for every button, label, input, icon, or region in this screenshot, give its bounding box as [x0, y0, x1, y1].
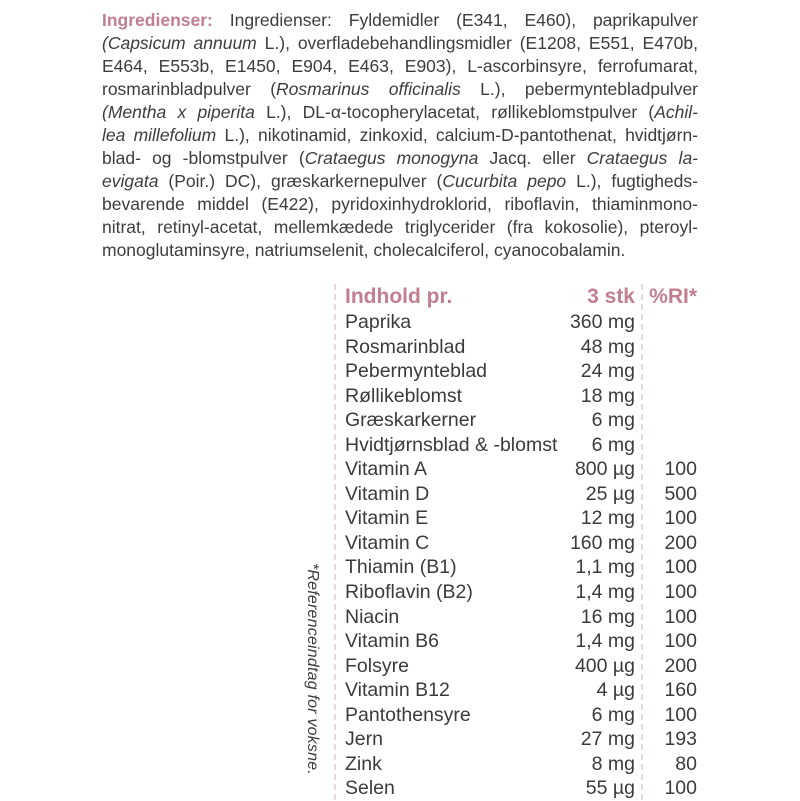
nutrient-name: Vitamin B12 [345, 679, 450, 702]
nutrient-ri-percent: 100 [664, 507, 697, 530]
nutrient-ri-percent: 200 [664, 654, 697, 677]
ingredients-paragraph [102, 9, 698, 262]
ingredients-text: L.), fugtigheds- [566, 171, 698, 191]
table-row [345, 506, 697, 531]
nutrient-amount: 8 mg [591, 752, 635, 775]
table-row [345, 457, 697, 482]
ingredients-text: L.), overfladebehandlingsmidler (E1208, E551, E470b, [256, 33, 698, 53]
table-row [345, 703, 697, 728]
name-amount-pair [345, 752, 635, 777]
ingredients-text: E464, E553b, E1450, E904, E463, E903), L-ascorbinsyre, ferrofumarat, [102, 56, 698, 76]
nutrient-name: Paprika [345, 311, 412, 333]
ingredients-text: (Poir.) DC), græskarkernepulver ( [158, 171, 443, 191]
nutrient-name: Vitamin E [345, 507, 429, 530]
ingredients-line [102, 124, 698, 147]
name-amount-pair [345, 605, 635, 630]
nutrient-name: Pebermynteblad [345, 360, 488, 383]
nutrient-ri-percent: 160 [664, 679, 697, 702]
ingredients-text: L.), pebermyntebladpulver [460, 79, 698, 99]
nutrient-amount: 160 mg [569, 531, 635, 554]
table-row [345, 359, 697, 384]
header-ri-percent: %RI* [649, 285, 697, 308]
nutrient-amount: 6 mg [591, 409, 635, 432]
table-row [345, 580, 697, 605]
species-name-italic: (Capsicum annuum [102, 33, 257, 53]
nutrient-name: Selen [345, 777, 395, 800]
nutrient-amount: 1,1 mg [575, 556, 635, 579]
nutrient-name: Græskarkerner [345, 409, 477, 432]
table-row [345, 678, 697, 703]
table-row [345, 654, 697, 679]
nutrient-ri-percent: 100 [664, 581, 697, 604]
ingredients-text: Jacq. eller [478, 148, 587, 168]
table-left-dashed-divider [334, 284, 336, 800]
nutrient-ri-percent: 100 [664, 556, 697, 579]
nutrient-amount: 12 mg [580, 507, 635, 530]
name-amount-pair [345, 359, 635, 384]
nutrient-ri-percent: 200 [664, 531, 697, 554]
name-amount-pair [345, 555, 635, 580]
nutrient-name: Røllikeblomst [345, 384, 463, 407]
ingredients-line [102, 78, 698, 101]
name-amount-pair [345, 457, 635, 482]
table-row [345, 727, 697, 752]
nutrient-amount: 1,4 mg [575, 581, 635, 604]
ingredients-line [102, 239, 698, 262]
species-name-italic: Cucurbita pepo [442, 171, 567, 191]
nutrient-ri-percent: 80 [675, 752, 697, 775]
species-name-italic: Rosmarinus officinalis [276, 79, 461, 99]
nutrient-ri-percent: 100 [664, 605, 697, 628]
nutrient-name: Vitamin A [345, 458, 428, 481]
ingredients-text: nitrat, retinyl-acetat, mellemkædede triglycerider (fra kokosolie), pteroyl- [102, 217, 698, 237]
ingredients-text: bevarende middel (E422), pyridoxinhydroklorid, riboflavin, thiaminmono- [102, 194, 698, 214]
table-row [345, 433, 697, 458]
name-amount-pair [345, 580, 635, 605]
nutrient-ri-percent: 500 [664, 482, 697, 505]
nutrient-amount: 18 mg [580, 384, 635, 407]
table-row [345, 384, 697, 409]
ingredients-line [102, 9, 698, 32]
table-row [345, 408, 697, 433]
ingredients-line [102, 216, 698, 239]
nutrient-amount: 24 mg [580, 360, 635, 383]
table-row [345, 605, 697, 630]
table-row [345, 531, 697, 556]
nutrient-amount: 16 mg [580, 605, 635, 628]
table-row [345, 776, 697, 801]
ingredients-text: Ingredienser: Fyldemidler (E341, E460), paprikapulver [212, 10, 698, 30]
ingredients-text: monoglutaminsyre, natriumselenit, cholecalciferol, cyanocobalamin. [102, 240, 626, 260]
nutrient-name: Pantothensyre [345, 703, 471, 726]
nutrient-amount: 1,4 mg [575, 630, 635, 653]
name-amount-pair [345, 384, 635, 409]
nutrient-amount: 4 µg [596, 679, 635, 702]
nutrient-name: Folsyre [345, 654, 409, 677]
species-name-italic: evigata [102, 171, 159, 191]
ingredients-line [102, 147, 698, 170]
table-header-row [345, 284, 697, 310]
nutrient-amount: 360 mg [569, 311, 635, 333]
nutrition-table [345, 284, 697, 801]
nutrient-ri-percent: 100 [664, 703, 697, 726]
ingredients-text: blad- og -blomstpulver ( [102, 148, 305, 168]
nutrient-ri-percent: 100 [664, 777, 697, 800]
header-serving-size: 3 stk [587, 285, 635, 308]
name-amount-pair [345, 310, 635, 335]
species-name-italic: Crataegus monogyna [304, 148, 479, 168]
table-row [345, 629, 697, 654]
reference-intake-footnote: *Referenceindtag for voksne. [304, 563, 321, 775]
name-amount-pair [345, 506, 635, 531]
name-amount-pair [345, 531, 635, 556]
ingredients-label: Ingredienser: [102, 10, 213, 30]
nutrient-name: Zink [345, 752, 382, 775]
ingredients-line [102, 55, 698, 78]
name-amount-pair [345, 629, 635, 654]
table-body [345, 310, 697, 801]
nutrient-amount: 6 mg [591, 433, 635, 456]
species-name-italic: (Mentha x piperita [102, 102, 255, 122]
name-amount-pair [345, 776, 635, 801]
nutrient-amount: 800 µg [574, 458, 635, 481]
header-content-per: Indhold pr. [345, 285, 453, 308]
nutrient-name: Riboflavin (B2) [345, 581, 473, 604]
name-amount-pair [345, 433, 635, 458]
nutrient-name: Jern [345, 728, 383, 751]
nutrient-name: Niacin [345, 605, 400, 628]
nutrient-amount: 6 mg [591, 703, 635, 726]
nutrient-name: Vitamin C [345, 531, 430, 554]
name-amount-pair [345, 408, 635, 433]
name-amount-pair [345, 727, 635, 752]
ingredients-line [102, 101, 698, 124]
nutrient-amount: 27 mg [580, 728, 635, 751]
nutrient-ri-percent: 100 [664, 458, 697, 481]
species-name-italic: Crataegus la- [586, 148, 698, 168]
nutrient-ri-percent: 100 [664, 630, 697, 653]
name-amount-pair [345, 335, 635, 360]
nutrient-amount: 48 mg [580, 335, 635, 358]
table-row [345, 335, 697, 360]
species-name-italic: Achil- [654, 102, 698, 122]
name-amount-pair [345, 678, 635, 703]
ingredients-text: rosmarinbladpulver ( [102, 79, 277, 99]
ingredients-text: L.), DL-α-tocopherylacetat, røllikeblomstpulver ( [254, 102, 655, 122]
name-amount-pair [345, 703, 635, 728]
nutrient-amount: 400 µg [574, 654, 635, 677]
species-name-italic: lea millefolium [102, 125, 217, 145]
ingredients-line [102, 32, 698, 55]
nutrient-amount: 55 µg [585, 777, 635, 800]
nutrient-name: Vitamin D [345, 482, 430, 505]
ingredients-text: L.), nikotinamid, zinkoxid, calcium-D-pantothenat, hvidtjørn- [216, 125, 698, 145]
table-row [345, 310, 697, 335]
name-amount-pair [345, 654, 635, 679]
nutrient-name: Rosmarinblad [345, 335, 466, 358]
nutrient-name: Vitamin B6 [345, 630, 439, 653]
nutrient-amount: 25 µg [585, 482, 635, 505]
table-row [345, 555, 697, 580]
ingredients-line [102, 170, 698, 193]
table-row [345, 752, 697, 777]
table-row [345, 482, 697, 507]
nutrient-ri-percent: 193 [664, 728, 697, 751]
nutrient-name: Thiamin (B1) [345, 556, 457, 579]
name-amount-pair [345, 482, 635, 507]
nutrient-name: Hvidtjørnsblad & -blomst [345, 433, 558, 456]
ingredients-line [102, 193, 698, 216]
